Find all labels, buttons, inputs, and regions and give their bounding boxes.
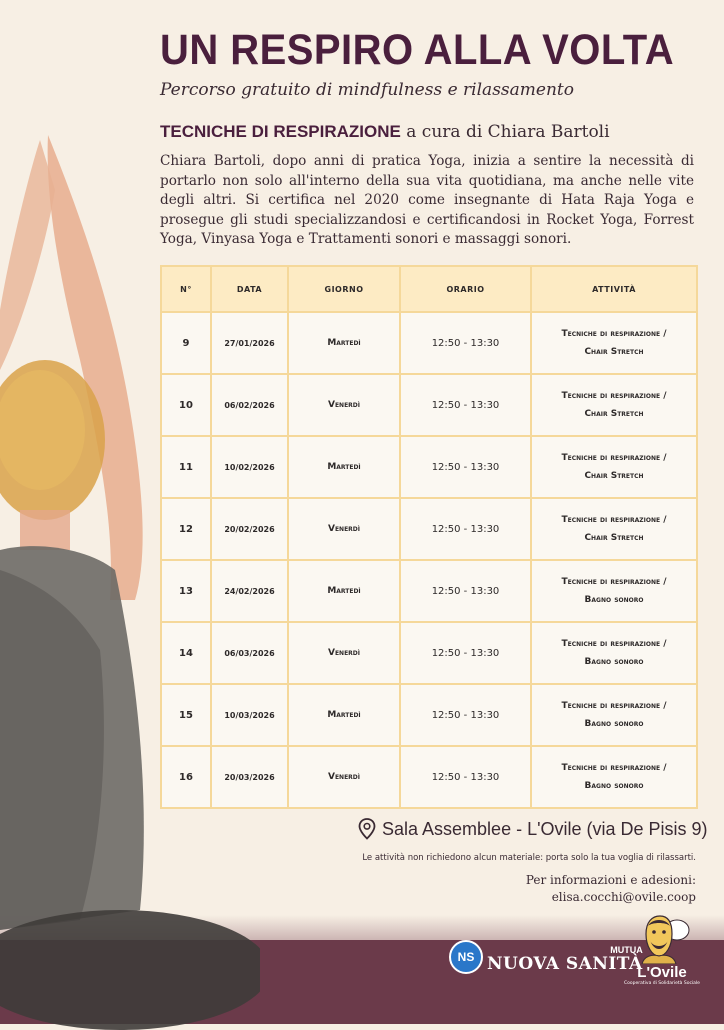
cell-day: Venerdì (288, 622, 400, 684)
cell-time: 12:50 - 13:30 (400, 746, 531, 808)
activity-line-1: Tecniche di respirazione / (561, 701, 667, 711)
cell-day: Martedì (288, 436, 400, 498)
cell-date: 06/03/2026 (211, 622, 288, 684)
activity-line-2: Chair Stretch (584, 347, 644, 357)
ns-wordmark (487, 943, 643, 974)
cell-number: 9 (161, 312, 211, 374)
activity-line-1: Tecniche di respirazione / (561, 329, 667, 339)
activity-line-2: Bagno sonoro (584, 657, 644, 667)
activity-line-1: Tecniche di respirazione / (561, 391, 667, 401)
table-row (161, 374, 697, 436)
section-heading (160, 122, 610, 142)
cell-number: 13 (161, 560, 211, 622)
ovile-tagline: Cooperativa di Solidarietà Sociale (624, 981, 700, 986)
table-row (161, 746, 697, 808)
contact-label: Per informazioni e adesioni: (525, 873, 696, 887)
cell-time: 12:50 - 13:30 (400, 684, 531, 746)
cell-activity (531, 374, 697, 436)
materials-note: Le attività non richiedono alcun materiale: porta solo la tua voglia di rilassarti. (362, 853, 696, 863)
activity-line-1: Tecniche di respirazione / (561, 763, 667, 773)
location-line (358, 818, 708, 840)
cell-date: 27/01/2026 (211, 312, 288, 374)
table-row (161, 498, 697, 560)
instructor-bio: Chiara Bartoli, dopo anni di pratica Yoga, inizia a sentire la necessità di portarlo non solo all'interno della sua vita quotidiana, ma anche nelle vite degli altri. Si certifica nel 2020 come insegnante di Hata Raja Yoga e prosegue gli studi specializzandosi e certificandosi in Rocket Yoga, Forrest Yoga, Vinyasa Yoga e Trattamenti sonori e massaggi sonori. (160, 153, 694, 247)
cell-number: 15 (161, 684, 211, 746)
activity-line-2: Bagno sonoro (584, 595, 644, 605)
table-header-row (161, 266, 697, 312)
cell-date: 10/03/2026 (211, 684, 288, 746)
cell-time: 12:50 - 13:30 (400, 436, 531, 498)
cell-day: Martedì (288, 312, 400, 374)
activity-line-1: Tecniche di respirazione / (561, 577, 667, 587)
contact-email[interactable]: elisa.cocchi@ovile.coop (551, 890, 696, 904)
table-row (161, 560, 697, 622)
ns-small-text: MUTUA (610, 945, 643, 955)
ovile-name: L'Ovile (637, 964, 687, 981)
activity-line-1: Tecniche di respirazione / (561, 639, 667, 649)
cell-time: 12:50 - 13:30 (400, 560, 531, 622)
ovile-logo (622, 912, 702, 986)
location-pin-icon (358, 818, 376, 840)
activity-line-2: Chair Stretch (584, 471, 644, 481)
table-row (161, 684, 697, 746)
cell-time: 12:50 - 13:30 (400, 622, 531, 684)
cell-date: 24/02/2026 (211, 560, 288, 622)
cell-date: 20/02/2026 (211, 498, 288, 560)
ns-badge-icon: NS (449, 940, 483, 974)
cell-number: 10 (161, 374, 211, 436)
header-day: GIORNO (288, 266, 400, 312)
section-title: TECNICHE DI RESPIRAZIONE (160, 122, 401, 141)
table-row (161, 622, 697, 684)
cell-activity (531, 436, 697, 498)
cell-activity (531, 312, 697, 374)
cell-number: 12 (161, 498, 211, 560)
section-byline: a cura di Chiara Bartoli (406, 122, 610, 142)
page-subtitle: Percorso gratuito di mindfulness e rilassamento (160, 80, 574, 100)
cell-number: 16 (161, 746, 211, 808)
activity-line-1: Tecniche di respirazione / (561, 453, 667, 463)
table-row (161, 436, 697, 498)
cell-day: Venerdì (288, 374, 400, 436)
cell-activity (531, 746, 697, 808)
header-number: N° (161, 266, 211, 312)
schedule-table (160, 265, 698, 809)
activity-line-2: Bagno sonoro (584, 719, 644, 729)
location-text: Sala Assemblee - L'Ovile (via De Pisis 9) (382, 818, 708, 839)
cell-date: 10/02/2026 (211, 436, 288, 498)
cell-date: 20/03/2026 (211, 746, 288, 808)
cell-activity (531, 498, 697, 560)
cell-time: 12:50 - 13:30 (400, 312, 531, 374)
cell-activity (531, 622, 697, 684)
cell-day: Martedì (288, 560, 400, 622)
activity-line-1: Tecniche di respirazione / (561, 515, 667, 525)
nuova-sanita-logo (449, 940, 643, 974)
page-title: UN RESPIRO ALLA VOLTA (160, 26, 675, 74)
cell-number: 14 (161, 622, 211, 684)
ns-name-text: NUOVA SANITÀ (487, 954, 643, 974)
cell-activity (531, 684, 697, 746)
cell-time: 12:50 - 13:30 (400, 498, 531, 560)
cell-number: 11 (161, 436, 211, 498)
activity-line-2: Chair Stretch (584, 409, 644, 419)
cell-day: Venerdì (288, 498, 400, 560)
table-row (161, 312, 697, 374)
activity-line-2: Bagno sonoro (584, 781, 644, 791)
cell-day: Venerdì (288, 746, 400, 808)
activity-line-2: Chair Stretch (584, 533, 644, 543)
cell-date: 06/02/2026 (211, 374, 288, 436)
cell-time: 12:50 - 13:30 (400, 374, 531, 436)
ovile-mascot-icon (632, 912, 692, 964)
cell-activity (531, 560, 697, 622)
cell-day: Martedì (288, 684, 400, 746)
header-date: DATA (211, 266, 288, 312)
contact-info (526, 872, 696, 906)
header-time: ORARIO (400, 266, 531, 312)
header-activity: ATTIVITÀ (531, 266, 697, 312)
